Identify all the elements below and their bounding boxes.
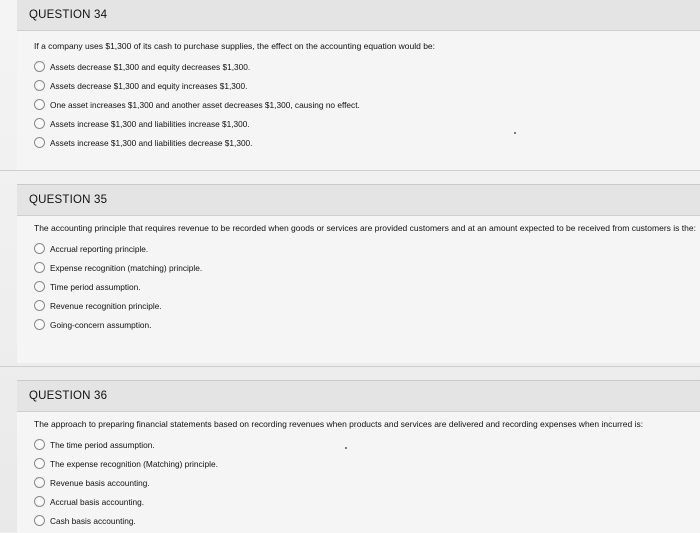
option-label: Revenue basis accounting.: [50, 477, 150, 488]
cursor-dot: [514, 132, 516, 134]
question-34-title: QUESTION 34: [29, 9, 108, 21]
radio-button[interactable]: [34, 99, 45, 110]
question-36-header: [17, 381, 700, 412]
question-36-option-4[interactable]: [34, 492, 688, 511]
option-label: Assets decrease $1,300 and equity decreases $1,300.: [50, 61, 251, 72]
question-34-option-2[interactable]: [34, 76, 688, 95]
radio-button[interactable]: [34, 61, 45, 72]
question-35-header: [17, 185, 700, 216]
option-label: Revenue recognition principle.: [50, 300, 162, 311]
radio-button[interactable]: [34, 439, 45, 450]
radio-button[interactable]: [34, 458, 45, 469]
radio-button[interactable]: [34, 319, 45, 330]
question-34-option-5[interactable]: [34, 133, 688, 152]
question-36-option-2[interactable]: [34, 454, 688, 473]
question-34-option-1[interactable]: [34, 57, 688, 76]
option-label: Time period assumption.: [50, 281, 141, 292]
question-36-option-5[interactable]: [34, 511, 688, 530]
question-36-option-3[interactable]: [34, 473, 688, 492]
radio-button[interactable]: [34, 118, 45, 129]
question-36-option-1[interactable]: [34, 435, 688, 454]
section-divider: [0, 366, 700, 367]
question-36-title: QUESTION 36: [29, 390, 108, 402]
section-divider: [0, 170, 700, 171]
option-label: Accrual basis accounting.: [50, 496, 145, 507]
radio-button[interactable]: [34, 137, 45, 148]
question-35-option-2[interactable]: [34, 258, 688, 277]
radio-button[interactable]: [34, 281, 45, 292]
question-35-option-3[interactable]: [34, 277, 688, 296]
question-34-prompt: If a company uses $1,300 of its cash to purchase supplies, the effect on the accounting equation would be:: [34, 41, 436, 51]
radio-button[interactable]: [34, 243, 45, 254]
question-34-option-3[interactable]: [34, 95, 688, 114]
radio-button[interactable]: [34, 300, 45, 311]
question-36-prompt: The approach to preparing financial statements based on recording revenues when products and services are delivered and recording expenses when incurred is:: [34, 419, 644, 429]
radio-button[interactable]: [34, 515, 45, 526]
radio-button[interactable]: [34, 80, 45, 91]
question-34: [17, 0, 700, 170]
option-label: Cash basis accounting.: [50, 515, 136, 526]
question-34-header: [17, 0, 700, 31]
option-label: The time period assumption.: [50, 439, 155, 450]
question-34-option-4[interactable]: [34, 114, 688, 133]
radio-button[interactable]: [34, 262, 45, 273]
question-35-prompt: The accounting principle that requires revenue to be recorded when goods or services are provided customers and at an amount expected to be received from customers is the:: [34, 223, 696, 233]
question-36: [17, 380, 700, 533]
radio-button[interactable]: [34, 496, 45, 507]
option-label: Assets increase $1,300 and liabilities decrease $1,300.: [50, 137, 253, 148]
option-label: Assets decrease $1,300 and equity increases $1,300.: [50, 80, 248, 91]
question-35-option-4[interactable]: [34, 296, 688, 315]
option-label: Accrual reporting principle.: [50, 243, 149, 254]
option-label: Assets increase $1,300 and liabilities increase $1,300.: [50, 118, 250, 129]
radio-button[interactable]: [34, 477, 45, 488]
cursor-dot: [345, 447, 347, 449]
question-35-option-5[interactable]: [34, 315, 688, 334]
question-35-option-1[interactable]: [34, 239, 688, 258]
option-label: One asset increases $1,300 and another asset decreases $1,300, causing no effect.: [50, 99, 360, 110]
option-label: Going-concern assumption.: [50, 319, 152, 330]
question-35-title: QUESTION 35: [29, 194, 108, 206]
option-label: The expense recognition (Matching) principle.: [50, 458, 218, 469]
question-35: [17, 184, 700, 363]
option-label: Expense recognition (matching) principle.: [50, 262, 203, 273]
